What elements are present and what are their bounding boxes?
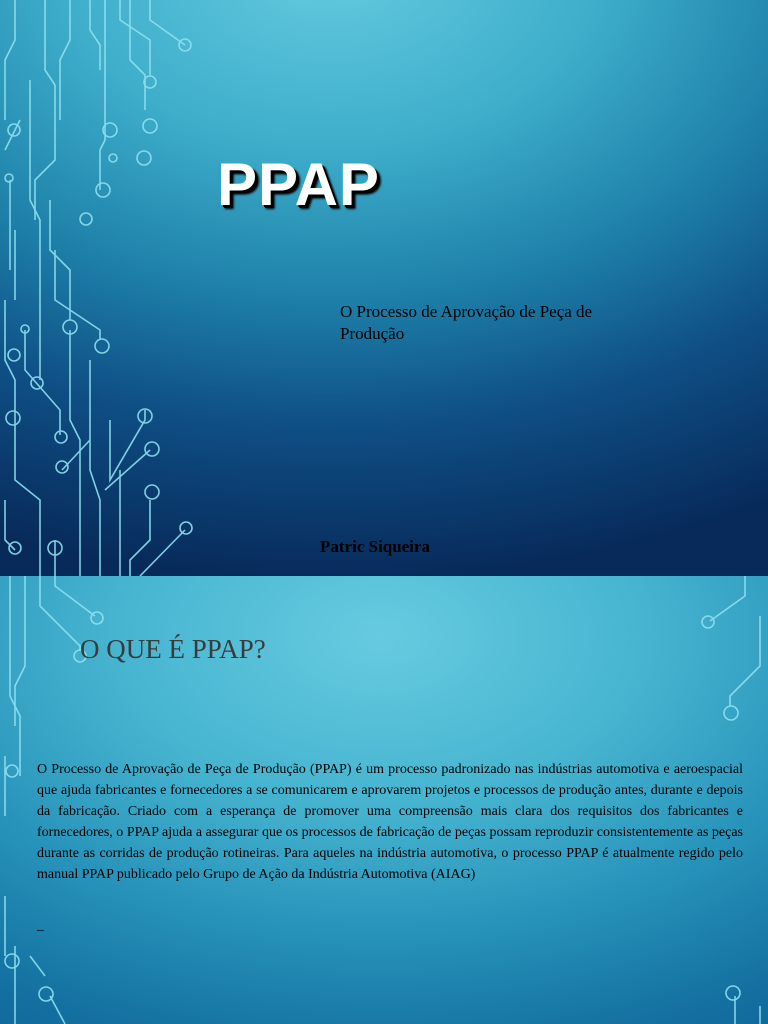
author-name: Patric Siqueira	[320, 537, 431, 556]
slide-subtitle: O Processo de Aprovação de Peça de Produção	[340, 302, 593, 343]
trailing-mark: _	[37, 918, 44, 933]
circuit-decoration	[0, 0, 260, 576]
body-paragraph: O Processo de Aprovação de Peça de Produção (PPAP) é um processo padronizado nas indústrias automotiva e aeroespacial que ajuda fabricantes e fornecedores a se comunicarem e aprovarem projetos e processos de produção antes, durante e depois da fabricação. Criado com a esperança de promover uma compreensão mais clara dos requisitos dos fabricantes e fornecedores, o PPAP ajuda a assegurar que os processos de fabricação de peças possam reproduzir consistentemente as peças durante as corridas de produção rotineiras. Para aqueles na indústria automotiva, o processo PPAP é atualmente regido pelo manual PPAP publicado pelo Grupo de Ação da Indústria Automotiva (AIAG)	[37, 762, 743, 882]
section-title: O QUE É PPAP?	[80, 634, 266, 664]
slide-title: PPAP	[217, 151, 380, 218]
